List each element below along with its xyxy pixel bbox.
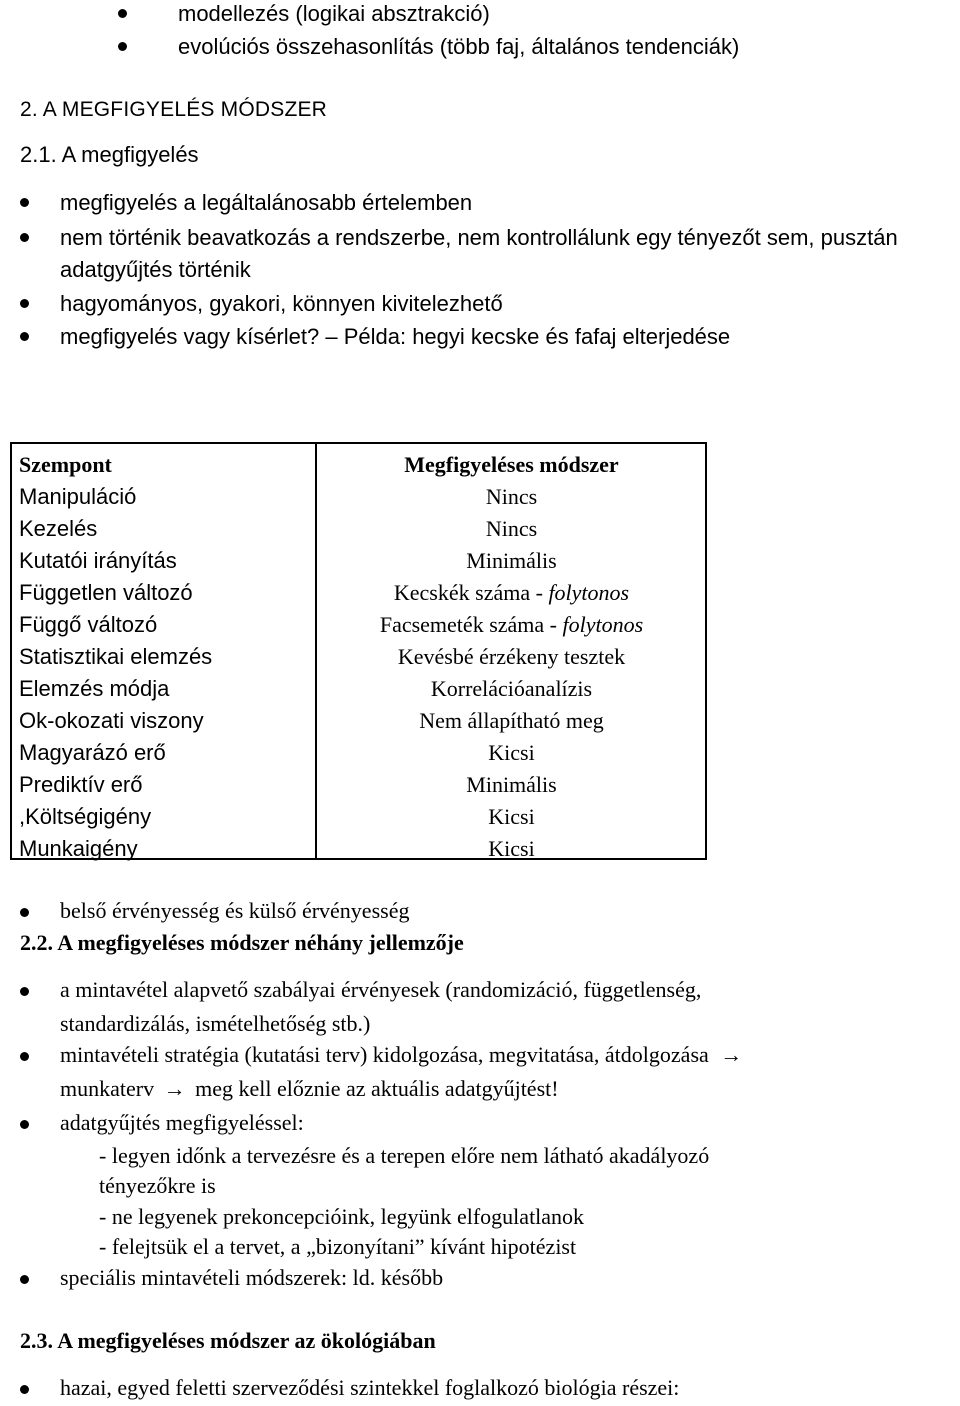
table-cell-text: Kecskék száma - xyxy=(393,580,549,605)
table-cell: Kicsi xyxy=(488,836,535,861)
bullet-icon xyxy=(20,299,29,308)
table-cell-italic: folytonos xyxy=(562,612,644,637)
bullet-icon xyxy=(20,908,29,917)
table-header-right: Megfigyeléses módszer xyxy=(404,452,619,477)
bullet-icon xyxy=(20,198,29,207)
sub-item: - felejtsük el a tervet, a „bizonyítani” kívánt hipotézist xyxy=(99,1234,577,1259)
table-cell-text: Facsemeték száma - xyxy=(379,612,563,637)
table-cell: Minimális xyxy=(466,548,557,573)
table-cell: Korrelációanalízis xyxy=(430,676,593,701)
section-heading: 2.3. A megfigyeléses módszer az ökológiában xyxy=(20,1328,436,1353)
bullet-icon xyxy=(20,1385,29,1394)
list-item: speciális mintavételi módszerek: ld. később xyxy=(60,1265,444,1290)
bullet-icon xyxy=(20,1275,29,1284)
table-cell: Kicsi xyxy=(488,804,535,829)
table-cell: Kezelés xyxy=(19,516,98,541)
bullet-icon xyxy=(20,1052,29,1061)
table-cell: Magyarázó erő xyxy=(19,740,166,765)
list-item-text: meg kell előznie az aktuális adatgyűjtést! xyxy=(195,1076,559,1101)
bullet-icon xyxy=(118,9,127,18)
example-text: – Példa: hegyi kecske és fafaj elterjedése xyxy=(325,324,731,349)
table-cell: Munkaigény xyxy=(19,836,138,861)
list-item: adatgyűjtés megfigyeléssel: xyxy=(60,1110,304,1135)
bullet-icon xyxy=(118,42,127,51)
arrow-right-icon: → xyxy=(720,1042,743,1067)
table-cell: Nincs xyxy=(485,484,538,509)
table-cell: Ok-okozati viszony xyxy=(19,708,204,733)
question-text: megfigyelés vagy kísérlet? xyxy=(60,324,320,349)
table-cell: Prediktív erő xyxy=(19,772,143,797)
list-item: evolúciós összehasonlítás (több faj, általános tendenciák) xyxy=(178,34,740,59)
list-item: a mintavétel alapvető szabályai érvényesek (randomizáció, függetlenség, xyxy=(60,977,702,1002)
table-divider xyxy=(315,444,317,858)
section-heading: 2. A MEGFIGYELÉS MÓDSZER xyxy=(20,98,328,121)
list-item: megfigyelés a legáltalánosabb értelemben xyxy=(60,190,473,215)
table-cell: Kicsi xyxy=(488,740,535,765)
sub-item-continuation: tényezőkre is xyxy=(99,1173,216,1198)
table-cell: Nincs xyxy=(485,516,538,541)
table-cell xyxy=(318,577,705,609)
sub-item: - legyen időnk a tervezésre és a terepen előre nem látható akadályozó xyxy=(99,1143,710,1168)
table-right-column xyxy=(318,449,705,865)
table-cell: Statisztikai elemzés xyxy=(19,644,213,669)
bullet-icon xyxy=(20,233,29,242)
table-cell-italic: folytonos xyxy=(548,580,630,605)
table-cell: Elemzés módja xyxy=(19,676,170,701)
table-cell: Minimális xyxy=(466,772,557,797)
arrow-right-icon: → xyxy=(163,1076,186,1101)
table-cell: Függő változó xyxy=(19,612,158,637)
list-item: hagyományos, gyakori, könnyen kivitelezhető xyxy=(60,291,503,316)
section-heading: 2.2. A megfigyeléses módszer néhány jellemzője xyxy=(20,930,464,955)
bullet-icon xyxy=(20,332,29,341)
list-item: hazai, egyed feletti szerveződési szintekkel foglalkozó biológia részei: xyxy=(60,1375,680,1400)
list-item-text: mintavételi stratégia (kutatási terv) kidolgozása, megvitatása, átdolgozása xyxy=(60,1042,709,1067)
sub-item: - ne legyenek prekoncepcióink, legyünk elfogulatlanok xyxy=(99,1204,585,1229)
list-item-continuation: adatgyűjtés történik xyxy=(60,257,251,282)
list-item xyxy=(60,323,730,351)
table-left-column xyxy=(19,449,212,865)
table-header-left: Szempont xyxy=(19,452,112,477)
table-cell: Kevésbé érzékeny tesztek xyxy=(397,644,626,669)
section-heading: 2.1. A megfigyelés xyxy=(20,142,199,167)
table-cell: Kutatói irányítás xyxy=(19,548,177,573)
table-cell: ,Költségigény xyxy=(19,804,152,829)
table-cell: Nem állapítható meg xyxy=(419,708,604,733)
bullet-icon xyxy=(20,1120,29,1129)
list-item: modellezés (logikai absztrakció) xyxy=(178,1,490,26)
list-item: nem történik beavatkozás a rendszerbe, nem kontrollálunk egy tényezőt sem, pusztán xyxy=(60,225,898,250)
comparison-table xyxy=(10,442,707,860)
table-cell xyxy=(318,609,705,641)
list-item-text: munkaterv xyxy=(60,1076,155,1101)
table-cell: Független változó xyxy=(19,580,193,605)
table-cell: Manipuláció xyxy=(19,484,137,509)
list-item-continuation xyxy=(60,1075,559,1103)
list-item: belső érvényesség és külső érvényesség xyxy=(60,898,410,923)
list-item-continuation: standardizálás, ismételhetőség stb.) xyxy=(60,1011,371,1036)
bullet-icon xyxy=(20,987,29,996)
list-item xyxy=(60,1041,742,1069)
